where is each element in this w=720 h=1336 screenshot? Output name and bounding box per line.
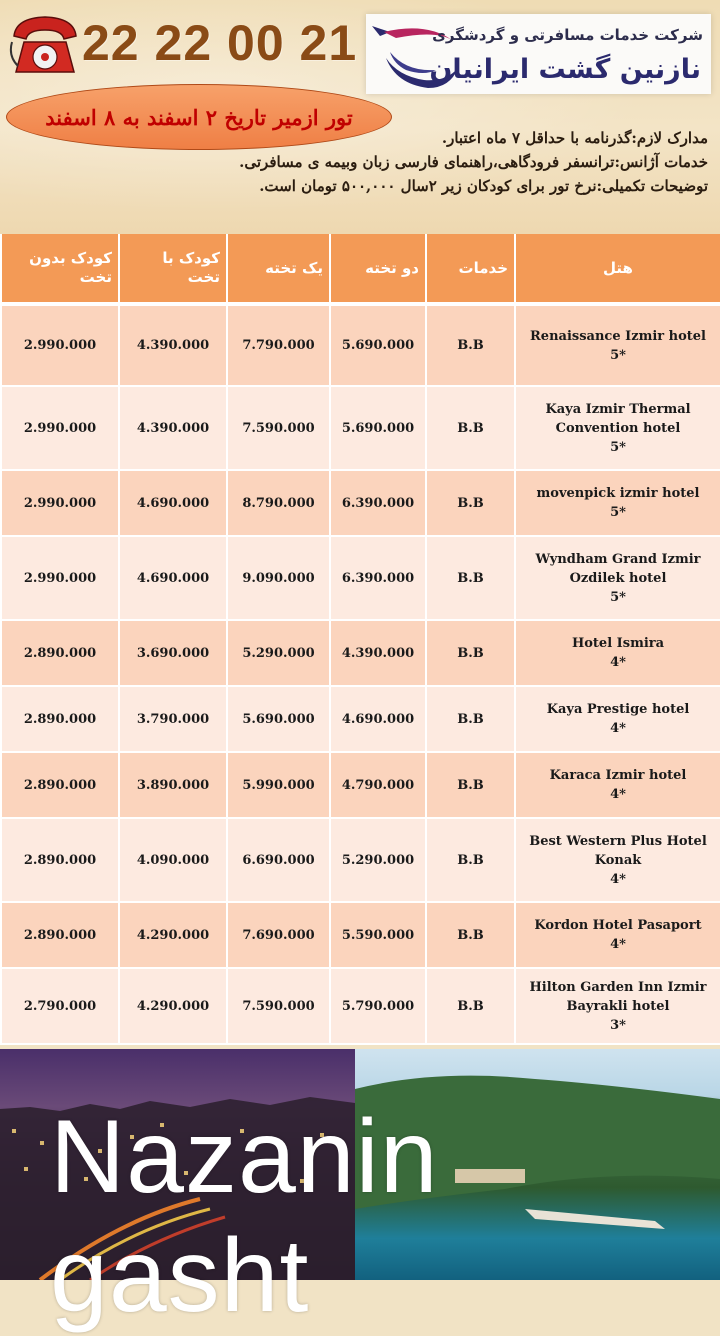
services-value: B.B	[427, 753, 514, 819]
child-bed-price: 4.690.000	[120, 537, 226, 621]
hotel-name: Hotel Ismira	[571, 636, 665, 651]
hotel-name: Hilton Garden Inn Izmir Bayrakli hotel	[529, 979, 707, 1014]
double-price: 6.390.000	[331, 537, 425, 621]
double-price: 5.690.000	[331, 387, 425, 471]
double-price: 5.290.000	[331, 819, 425, 903]
child-bed-price: 4.390.000	[120, 387, 226, 471]
hotel-cell	[516, 306, 720, 387]
info-notes: توضیحات تکمیلی:نرخ تور برای کودکان زیر ۲سال ۵۰۰,۰۰۰ تومان است.	[259, 177, 708, 195]
hotel-cell	[516, 969, 720, 1045]
table-row	[2, 969, 720, 1045]
single-price: 7.690.000	[228, 903, 329, 969]
single-price: 5.690.000	[228, 687, 329, 753]
hotel-name: Kaya Izmir Thermal Convention hotel	[545, 401, 691, 436]
header-child-bed: کودک با تخت	[120, 234, 226, 306]
child-nobed-price: 2.990.000	[2, 471, 118, 537]
hotel-stars: 4*	[610, 721, 626, 736]
hotel-stars: 3*	[610, 1017, 626, 1033]
hotel-name: Renaissance Izmir hotel	[530, 328, 706, 344]
tour-title: تور ازمیر تاریخ ۲ اسفند به ۸ اسفند	[45, 104, 353, 130]
telephone-icon	[8, 12, 82, 78]
header-double: دو تخته	[331, 234, 425, 306]
child-nobed-price: 2.990.000	[2, 387, 118, 471]
header-child-nobed: کودک بدون تخت	[2, 234, 118, 306]
single-price: 7.590.000	[228, 969, 329, 1045]
hotel-name: Wyndham Grand Izmir Ozdilek hotel	[535, 551, 701, 586]
child-nobed-price: 2.890.000	[2, 903, 118, 969]
double-price: 5.790.000	[331, 969, 425, 1045]
child-nobed-price: 2.790.000	[2, 969, 118, 1045]
services-value: B.B	[427, 537, 514, 621]
services-value: B.B	[427, 903, 514, 969]
header-single: یک تخته	[228, 234, 329, 306]
brand-watermark: Nazanin gasht	[50, 1099, 439, 1334]
single-price: 9.090.000	[228, 537, 329, 621]
table-row	[2, 687, 720, 753]
hotel-cell	[516, 819, 720, 903]
table-row	[2, 471, 720, 537]
services-value: B.B	[427, 969, 514, 1045]
child-bed-price: 3.890.000	[120, 753, 226, 819]
hotel-name: movenpick izmir hotel	[536, 486, 700, 501]
company-logo	[366, 14, 711, 94]
child-bed-price: 3.690.000	[120, 621, 226, 687]
child-bed-price: 4.290.000	[120, 903, 226, 969]
hotel-stars: 5*	[610, 505, 626, 520]
hotel-name: Kordon Hotel Pasaport	[534, 918, 702, 933]
hotel-name: Best Western Plus Hotel Konak	[529, 833, 707, 868]
child-nobed-price: 2.890.000	[2, 687, 118, 753]
double-price: 4.790.000	[331, 753, 425, 819]
hotel-name: Kaya Prestige hotel	[546, 702, 690, 717]
services-value: B.B	[427, 387, 514, 471]
single-price: 6.690.000	[228, 819, 329, 903]
hotel-stars: 4*	[610, 871, 626, 887]
table-row	[2, 306, 720, 387]
double-price: 4.390.000	[331, 621, 425, 687]
double-price: 5.590.000	[331, 903, 425, 969]
table-row	[2, 537, 720, 621]
table-row	[2, 753, 720, 819]
double-price: 5.690.000	[331, 306, 425, 387]
hotel-stars: 5*	[610, 439, 626, 455]
hotel-stars: 4*	[610, 937, 626, 952]
company-subtitle: شرکت خدمات مسافرتی و گردشگری	[432, 26, 703, 44]
header-banner	[0, 0, 720, 234]
child-bed-price: 4.690.000	[120, 471, 226, 537]
services-value: B.B	[427, 471, 514, 537]
services-value: B.B	[427, 306, 514, 387]
child-nobed-price: 2.890.000	[2, 819, 118, 903]
child-nobed-price: 2.890.000	[2, 621, 118, 687]
hotel-stars: 5*	[610, 347, 626, 363]
single-price: 7.590.000	[228, 387, 329, 471]
double-price: 4.690.000	[331, 687, 425, 753]
phone-number[interactable]: 22 22 00 21	[82, 15, 358, 71]
hotel-cell	[516, 387, 720, 471]
child-bed-price: 4.090.000	[120, 819, 226, 903]
table-header-row	[2, 234, 720, 306]
hotel-cell	[516, 903, 720, 969]
info-services: خدمات آژانس:ترانسفر فرودگاهی،راهنمای فارسی زبان وبیمه ی مسافرتی.	[239, 153, 708, 171]
single-price: 5.990.000	[228, 753, 329, 819]
table-row	[2, 903, 720, 969]
company-name: نازنین گشت ایرانیان	[429, 54, 701, 85]
hotel-price-table	[0, 234, 720, 1045]
hotel-name: Karaca Izmir hotel	[549, 768, 687, 783]
single-price: 7.790.000	[228, 306, 329, 387]
hotel-cell	[516, 471, 720, 537]
info-documents: مدارک لازم:گذرنامه با حداقل ۷ ماه اعتبار.	[441, 129, 708, 147]
child-nobed-price: 2.990.000	[2, 537, 118, 621]
header-services: خدمات	[427, 234, 514, 306]
table-row	[2, 387, 720, 471]
hotel-stars: 5*	[610, 589, 626, 605]
hotel-stars: 4*	[610, 787, 626, 802]
single-price: 8.790.000	[228, 471, 329, 537]
child-nobed-price: 2.890.000	[2, 753, 118, 819]
single-price: 5.290.000	[228, 621, 329, 687]
table-row	[2, 819, 720, 903]
hotel-cell	[516, 753, 720, 819]
double-price: 6.390.000	[331, 471, 425, 537]
hotel-cell	[516, 621, 720, 687]
child-nobed-price: 2.990.000	[2, 306, 118, 387]
child-bed-price: 4.290.000	[120, 969, 226, 1045]
hotel-cell	[516, 687, 720, 753]
child-bed-price: 3.790.000	[120, 687, 226, 753]
header-hotel: هتل	[516, 234, 720, 306]
services-value: B.B	[427, 621, 514, 687]
table-row	[2, 621, 720, 687]
child-bed-price: 4.390.000	[120, 306, 226, 387]
tour-info	[108, 126, 708, 198]
hotel-stars: 4*	[610, 655, 626, 670]
services-value: B.B	[427, 819, 514, 903]
hotel-cell	[516, 537, 720, 621]
services-value: B.B	[427, 687, 514, 753]
